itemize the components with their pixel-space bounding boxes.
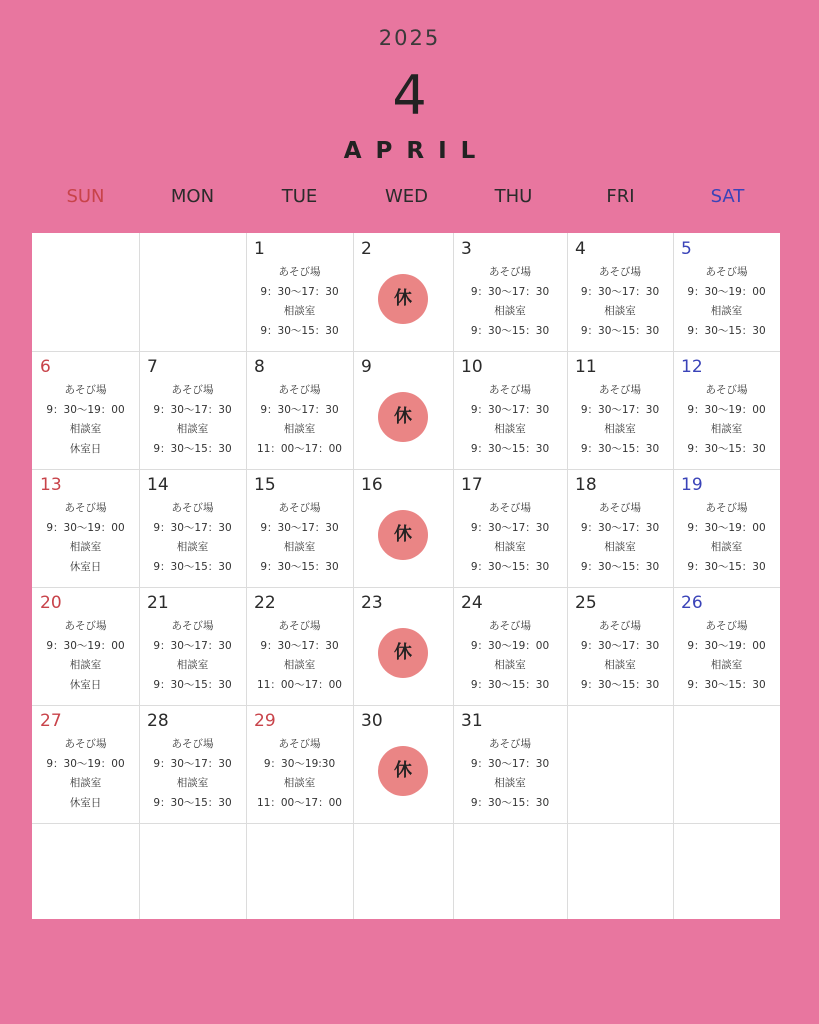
day-cell-18	[567, 469, 673, 587]
schedule-info	[139, 381, 246, 459]
playroom-hours: 9：30〜17：30	[470, 757, 550, 770]
calendar-grid	[32, 233, 780, 919]
day-number: 24	[461, 593, 483, 613]
playroom-hours: 9：30〜19：00	[687, 639, 766, 652]
consultation-hours: 9：30〜15：30	[470, 560, 550, 573]
empty-day-cell	[353, 823, 453, 919]
day-number: 21	[147, 593, 169, 613]
empty-day-cell	[139, 823, 246, 919]
consultation-label: 相談室	[283, 541, 316, 554]
day-number: 20	[40, 593, 62, 613]
day-number: 2	[361, 239, 372, 259]
consultation-label: 相談室	[176, 423, 209, 436]
playroom-hours: 9：30〜17：30	[470, 285, 550, 298]
schedule-info	[246, 263, 353, 341]
day-number: 27	[40, 711, 62, 731]
schedule-info	[139, 735, 246, 813]
schedule-info	[673, 381, 780, 459]
schedule-info	[567, 499, 673, 577]
consultation-label: 相談室	[69, 777, 102, 790]
day-cell-13	[32, 469, 139, 587]
consultation-label: 相談室	[176, 659, 209, 672]
playroom-hours: 9：30〜17：30	[580, 521, 660, 534]
playroom-hours: 9：30〜17：30	[260, 403, 339, 416]
schedule-info	[139, 499, 246, 577]
playroom-label: あそび場	[278, 620, 321, 632]
day-cell-15	[246, 469, 353, 587]
playroom-hours: 9：30〜17：30	[580, 285, 660, 298]
consultation-label: 相談室	[283, 777, 316, 790]
consultation-hours: 9：30〜15：30	[580, 442, 660, 455]
consultation-label: 相談室	[69, 659, 102, 672]
consultation-label: 相談室	[176, 777, 209, 790]
day-number: 17	[461, 475, 483, 495]
day-number: 7	[147, 357, 158, 377]
weekday-tue: TUE	[281, 186, 318, 207]
schedule-info	[453, 735, 567, 813]
day-number: 13	[40, 475, 62, 495]
consultation-label: 相談室	[710, 423, 743, 436]
consultation-label: 相談室	[710, 659, 743, 672]
day-cell-14	[139, 469, 246, 587]
playroom-label: あそび場	[489, 384, 531, 396]
consultation-label: 相談室	[494, 541, 526, 554]
consultation-hours: 9：30〜15：30	[470, 324, 550, 337]
day-number: 10	[461, 357, 483, 377]
day-number: 31	[461, 711, 483, 731]
day-cell-17	[453, 469, 567, 587]
playroom-hours: 9：30〜17：30	[260, 285, 339, 298]
day-number: 9	[361, 357, 372, 377]
day-cell-19	[673, 469, 780, 587]
playroom-hours: 9：30〜17：30	[153, 521, 232, 534]
playroom-hours: 9：30〜19：00	[687, 403, 766, 416]
playroom-label: あそび場	[278, 738, 321, 750]
playroom-hours: 9：30〜19：00	[46, 403, 125, 416]
day-cell-5	[673, 233, 780, 351]
playroom-label: あそび場	[705, 384, 748, 396]
empty-day-cell	[32, 823, 139, 919]
consultation-hours: 休室日	[69, 678, 102, 691]
consultation-hours: 11：00〜17：00	[257, 678, 342, 691]
closed-day-badge: 休	[378, 628, 428, 678]
playroom-hours: 9：30〜17：30	[153, 639, 232, 652]
day-cell-22	[246, 587, 353, 705]
day-number: 19	[681, 475, 703, 495]
playroom-hours: 9：30〜17：30	[580, 403, 660, 416]
empty-day-cell	[567, 705, 673, 823]
day-cell-28	[139, 705, 246, 823]
day-cell-10	[453, 351, 567, 469]
playroom-label: あそび場	[599, 266, 641, 278]
schedule-info	[32, 499, 139, 577]
consultation-hours: 9：30〜15：30	[687, 442, 766, 455]
day-cell-29	[246, 705, 353, 823]
playroom-label: あそび場	[705, 266, 748, 278]
day-cell-9	[353, 351, 453, 469]
playroom-hours: 9：30〜17：30	[470, 521, 550, 534]
consultation-hours: 9：30〜15：30	[687, 678, 766, 691]
closed-day-badge: 休	[378, 510, 428, 560]
consultation-hours: 休室日	[69, 442, 102, 455]
day-number: 22	[254, 593, 276, 613]
day-cell-4	[567, 233, 673, 351]
consultation-hours: 休室日	[69, 796, 102, 809]
consultation-hours: 9：30〜15：30	[153, 678, 232, 691]
closed-day-badge: 休	[378, 746, 428, 796]
playroom-hours: 9：30〜17：30	[260, 521, 339, 534]
playroom-label: あそび場	[489, 620, 531, 632]
day-cell-23	[353, 587, 453, 705]
day-number: 26	[681, 593, 703, 613]
schedule-info	[567, 617, 673, 695]
day-cell-12	[673, 351, 780, 469]
day-cell-8	[246, 351, 353, 469]
playroom-label: あそび場	[489, 266, 531, 278]
day-number: 23	[361, 593, 383, 613]
schedule-info	[453, 263, 567, 341]
consultation-label: 相談室	[604, 305, 636, 318]
consultation-hours: 9：30〜15：30	[470, 678, 550, 691]
playroom-label: あそび場	[705, 620, 748, 632]
schedule-info	[246, 617, 353, 695]
day-cell-25	[567, 587, 673, 705]
consultation-hours: 9：30〜15：30	[153, 560, 232, 573]
weekday-wed: WED	[384, 186, 429, 207]
empty-day-cell	[139, 233, 246, 351]
day-number: 11	[575, 357, 597, 377]
calendar-year: 2025	[378, 26, 441, 50]
day-number: 29	[254, 711, 276, 731]
day-number: 12	[681, 357, 703, 377]
consultation-label: 相談室	[710, 305, 743, 318]
playroom-label: あそび場	[489, 502, 531, 514]
consultation-label: 相談室	[604, 541, 636, 554]
schedule-info	[32, 617, 139, 695]
playroom-label: あそび場	[171, 384, 214, 396]
consultation-label: 相談室	[604, 423, 636, 436]
month-number: 4	[392, 64, 427, 127]
playroom-label: あそび場	[278, 502, 321, 514]
playroom-label: あそび場	[599, 384, 641, 396]
playroom-label: あそび場	[171, 620, 214, 632]
playroom-label: あそび場	[64, 620, 107, 632]
playroom-hours: 9：30〜17：30	[153, 403, 232, 416]
day-number: 1	[254, 239, 265, 259]
consultation-hours: 9：30〜15：30	[580, 678, 660, 691]
day-cell-27	[32, 705, 139, 823]
consultation-label: 相談室	[494, 305, 526, 318]
empty-day-cell	[567, 823, 673, 919]
consultation-label: 相談室	[710, 541, 743, 554]
day-cell-21	[139, 587, 246, 705]
schedule-info	[246, 381, 353, 459]
playroom-hours: 9：30〜17：30	[580, 639, 660, 652]
schedule-info	[32, 735, 139, 813]
playroom-hours: 9：30〜19：00	[687, 285, 766, 298]
weekday-header	[32, 186, 780, 210]
consultation-label: 相談室	[176, 541, 209, 554]
day-cell-31	[453, 705, 567, 823]
consultation-hours: 9：30〜15：30	[580, 560, 660, 573]
consultation-label: 相談室	[283, 659, 316, 672]
closed-day-badge: 休	[378, 392, 428, 442]
playroom-label: あそび場	[278, 266, 321, 278]
schedule-info	[673, 617, 780, 695]
consultation-hours: 9：30〜15：30	[260, 324, 339, 337]
consultation-hours: 休室日	[69, 560, 102, 573]
day-cell-30	[353, 705, 453, 823]
day-number: 15	[254, 475, 276, 495]
consultation-label: 相談室	[69, 423, 102, 436]
playroom-label: あそび場	[171, 738, 214, 750]
schedule-info	[567, 381, 673, 459]
day-number: 16	[361, 475, 383, 495]
playroom-label: あそび場	[489, 738, 531, 750]
playroom-label: あそび場	[171, 502, 214, 514]
schedule-info	[246, 735, 353, 813]
consultation-hours: 9：30〜15：30	[260, 560, 339, 573]
playroom-label: あそび場	[64, 502, 107, 514]
schedule-info	[32, 381, 139, 459]
playroom-hours: 9：30〜19：00	[46, 521, 125, 534]
schedule-info	[673, 499, 780, 577]
day-cell-26	[673, 587, 780, 705]
month-name: APRIL	[343, 138, 490, 164]
consultation-hours: 9：30〜15：30	[687, 560, 766, 573]
day-cell-7	[139, 351, 246, 469]
playroom-label: あそび場	[705, 502, 748, 514]
closed-day-badge: 休	[378, 274, 428, 324]
empty-day-cell	[453, 823, 567, 919]
playroom-label: あそび場	[64, 738, 107, 750]
day-number: 25	[575, 593, 597, 613]
schedule-info	[246, 499, 353, 577]
empty-day-cell	[673, 705, 780, 823]
day-number: 8	[254, 357, 265, 377]
day-cell-6	[32, 351, 139, 469]
day-number: 18	[575, 475, 597, 495]
day-number: 6	[40, 357, 51, 377]
day-cell-3	[453, 233, 567, 351]
playroom-label: あそび場	[64, 384, 107, 396]
consultation-label: 相談室	[494, 423, 526, 436]
playroom-label: あそび場	[278, 384, 321, 396]
schedule-info	[139, 617, 246, 695]
day-number: 4	[575, 239, 586, 259]
consultation-hours: 9：30〜15：30	[470, 796, 550, 809]
consultation-label: 相談室	[494, 777, 526, 790]
day-cell-2	[353, 233, 453, 351]
playroom-hours: 9：30〜17：30	[260, 639, 339, 652]
day-number: 5	[681, 239, 692, 259]
weekday-fri: FRI	[606, 186, 635, 207]
day-number: 14	[147, 475, 169, 495]
schedule-info	[453, 381, 567, 459]
schedule-info	[453, 499, 567, 577]
consultation-hours: 9：30〜15：30	[580, 324, 660, 337]
consultation-hours: 11：00〜17：00	[257, 442, 342, 455]
day-cell-24	[453, 587, 567, 705]
playroom-hours: 9：30〜19：00	[687, 521, 766, 534]
consultation-hours: 11：00〜17：00	[257, 796, 342, 809]
consultation-hours: 9：30〜15：30	[470, 442, 550, 455]
weekday-thu: THU	[494, 186, 533, 207]
weekday-mon: MON	[170, 186, 215, 207]
consultation-label: 相談室	[283, 305, 316, 318]
schedule-info	[673, 263, 780, 341]
consultation-hours: 9：30〜15：30	[153, 442, 232, 455]
empty-day-cell	[32, 233, 139, 351]
consultation-label: 相談室	[604, 659, 636, 672]
day-number: 30	[361, 711, 383, 731]
playroom-hours: 9：30〜19：00	[470, 639, 550, 652]
day-cell-16	[353, 469, 453, 587]
playroom-hours: 9：30〜19：00	[46, 757, 125, 770]
playroom-hours: 9：30〜19:30	[263, 757, 336, 770]
consultation-hours: 9：30〜15：30	[153, 796, 232, 809]
schedule-info	[567, 263, 673, 341]
day-cell-1	[246, 233, 353, 351]
schedule-info	[453, 617, 567, 695]
playroom-label: あそび場	[599, 502, 641, 514]
playroom-hours: 9：30〜17：30	[153, 757, 232, 770]
weekday-sat: SAT	[710, 186, 745, 207]
weekday-sun: SUN	[66, 186, 105, 207]
playroom-hours: 9：30〜19：00	[46, 639, 125, 652]
empty-day-cell	[246, 823, 353, 919]
playroom-hours: 9：30〜17：30	[470, 403, 550, 416]
day-number: 3	[461, 239, 472, 259]
consultation-label: 相談室	[283, 423, 316, 436]
day-cell-20	[32, 587, 139, 705]
day-cell-11	[567, 351, 673, 469]
playroom-label: あそび場	[599, 620, 641, 632]
consultation-label: 相談室	[69, 541, 102, 554]
consultation-label: 相談室	[494, 659, 526, 672]
empty-day-cell	[673, 823, 780, 919]
day-number: 28	[147, 711, 169, 731]
consultation-hours: 9：30〜15：30	[687, 324, 766, 337]
